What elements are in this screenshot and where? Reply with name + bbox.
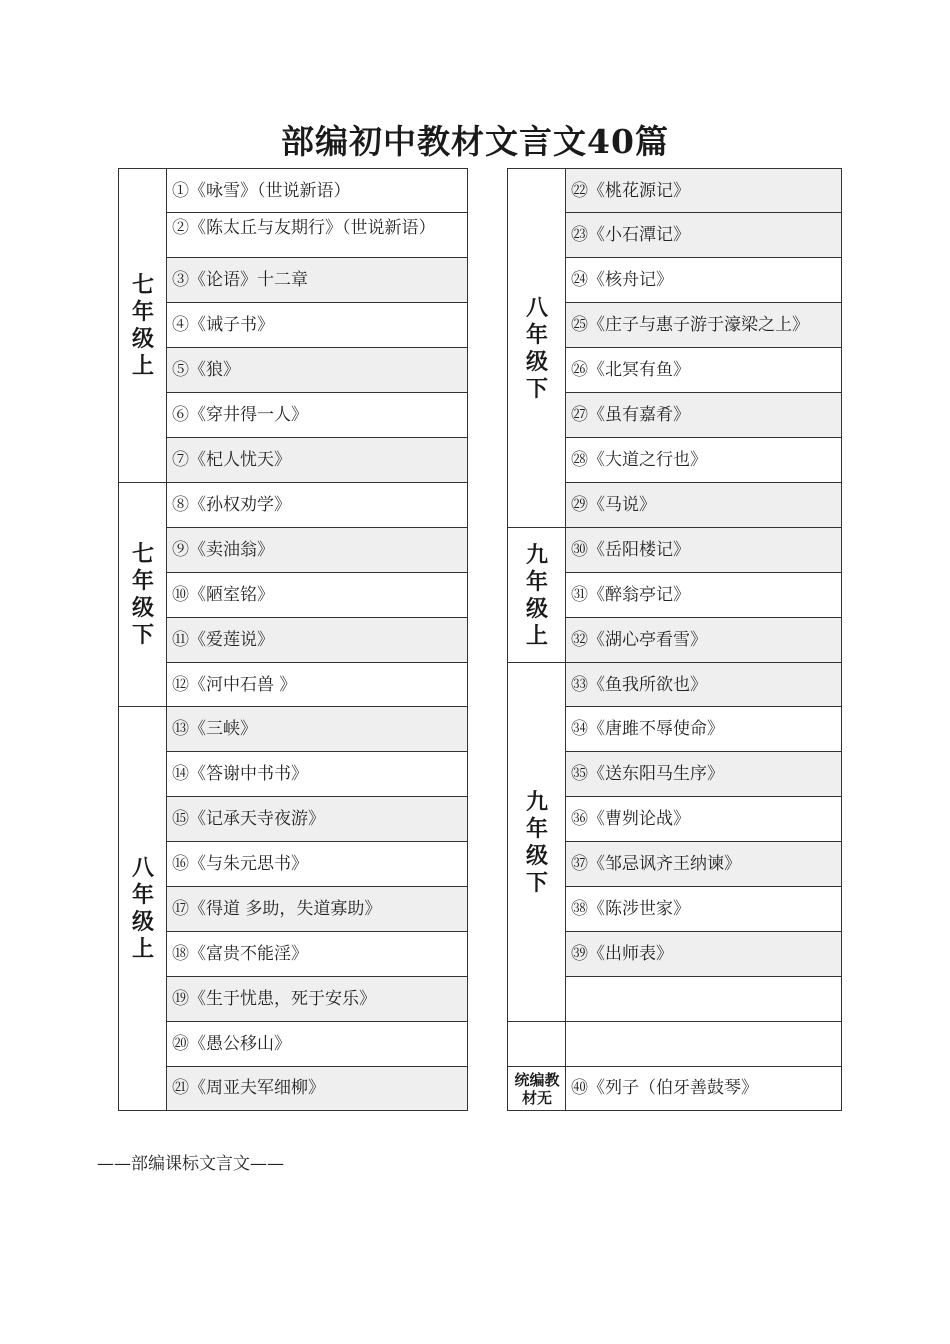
grade-text: 七年级下 [131, 541, 154, 648]
lesson-cell: ㊳《陈涉世家》 [565, 886, 842, 933]
lesson-cell: ⑦《杞人忧天》 [166, 437, 468, 484]
page-title: 部编初中教材文言文40篇 [281, 122, 669, 161]
lesson-cell: ③《论语》十二章 [166, 257, 468, 304]
lesson-cell: ㊴《出师表》 [565, 931, 842, 978]
lesson-cell: ⑰《得道 多助，失道寡助》 [166, 886, 468, 933]
grade-text: 八年级上 [131, 854, 154, 962]
grade-text: 九年级上 [525, 541, 548, 649]
lesson-cell: ②《陈太丘与友期行》（世说新语） [166, 212, 468, 259]
lesson-cell: ①《咏雪》（世说新语） [166, 168, 468, 214]
lesson-cell: ⑭《答谢中书书》 [166, 751, 468, 798]
lesson-cell-empty [565, 976, 842, 1023]
lesson-cell: ㉞《唐雎不辱使命》 [565, 706, 842, 753]
footer-note: ——部编课标文言文—— [97, 1154, 284, 1174]
grade-text: 统编教材无 [514, 1070, 560, 1107]
lesson-cell: ㉔《核舟记》 [565, 257, 842, 304]
grade-text: 九年级下 [525, 788, 548, 896]
lesson-cell: ㉑《周亚夫军细柳》 [166, 1066, 468, 1111]
lesson-cell: ⑮《记承天寺夜游》 [166, 796, 468, 843]
grade-label-7a [118, 168, 168, 484]
grade-label-8b [507, 168, 567, 529]
lesson-cell: ㉝《鱼我所欲也》 [565, 662, 842, 708]
lesson-cell: ㉘《大道之行也》 [565, 437, 842, 484]
lesson-cell: ㉓《小石潭记》 [565, 212, 842, 259]
lesson-cell-empty [565, 1021, 842, 1068]
lesson-cell: ㉒《桃花源记》 [565, 168, 842, 214]
grade-label-7b [118, 482, 168, 708]
lesson-cell: ⑯《与朱元思书》 [166, 841, 468, 888]
lesson-cell: ⑳《愚公移山》 [166, 1021, 468, 1068]
lesson-cell: ㊲《邹忌讽齐王纳谏》 [565, 841, 842, 888]
grade-text: 八年级下 [525, 294, 548, 402]
grade-label-8a [118, 706, 168, 1111]
grade-empty [507, 1021, 567, 1068]
lesson-cell: ⑫《河中石兽 》 [166, 662, 468, 708]
grade-label-9a [507, 527, 567, 664]
lesson-cell: ⑬《三峡》 [166, 706, 468, 753]
grade-label-none [507, 1066, 567, 1111]
lesson-cell: ㉚《岳阳楼记》 [565, 527, 842, 574]
lesson-cell: ㉜《湖心亭看雪》 [565, 617, 842, 664]
lesson-cell: ㊵《列子（伯牙善鼓琴》 [565, 1066, 842, 1111]
lesson-cell: ⑩《陋室铭》 [166, 572, 468, 619]
lesson-cell: ⑨《卖油翁》 [166, 527, 468, 574]
lesson-cell: ④《诫子书》 [166, 302, 468, 349]
lesson-cell: ㉕《庄子与惠子游于濠梁之上》 [565, 302, 842, 349]
lesson-cell: ⑱《富贵不能淫》 [166, 931, 468, 978]
lesson-cell: ⑥《穿井得一人》 [166, 392, 468, 439]
lesson-cell: ⑧《孙权劝学》 [166, 482, 468, 529]
lesson-cell: ㉟《送东阳马生序》 [565, 751, 842, 798]
lesson-cell: ㉙《马说》 [565, 482, 842, 529]
grade-text: 七年级上 [131, 272, 154, 379]
grade-label-9b [507, 662, 567, 1023]
lesson-cell: ㊱《曹刿论战》 [565, 796, 842, 843]
lesson-cell: ⑤《狼》 [166, 347, 468, 394]
lesson-cell: ㉗《虽有嘉肴》 [565, 392, 842, 439]
lesson-cell: ⑪《爱莲说》 [166, 617, 468, 664]
lesson-cell: ㉛《醉翁亭记》 [565, 572, 842, 619]
lesson-cell: ㉖《北冥有鱼》 [565, 347, 842, 394]
lesson-cell: ⑲《生于忧患，死于安乐》 [166, 976, 468, 1023]
